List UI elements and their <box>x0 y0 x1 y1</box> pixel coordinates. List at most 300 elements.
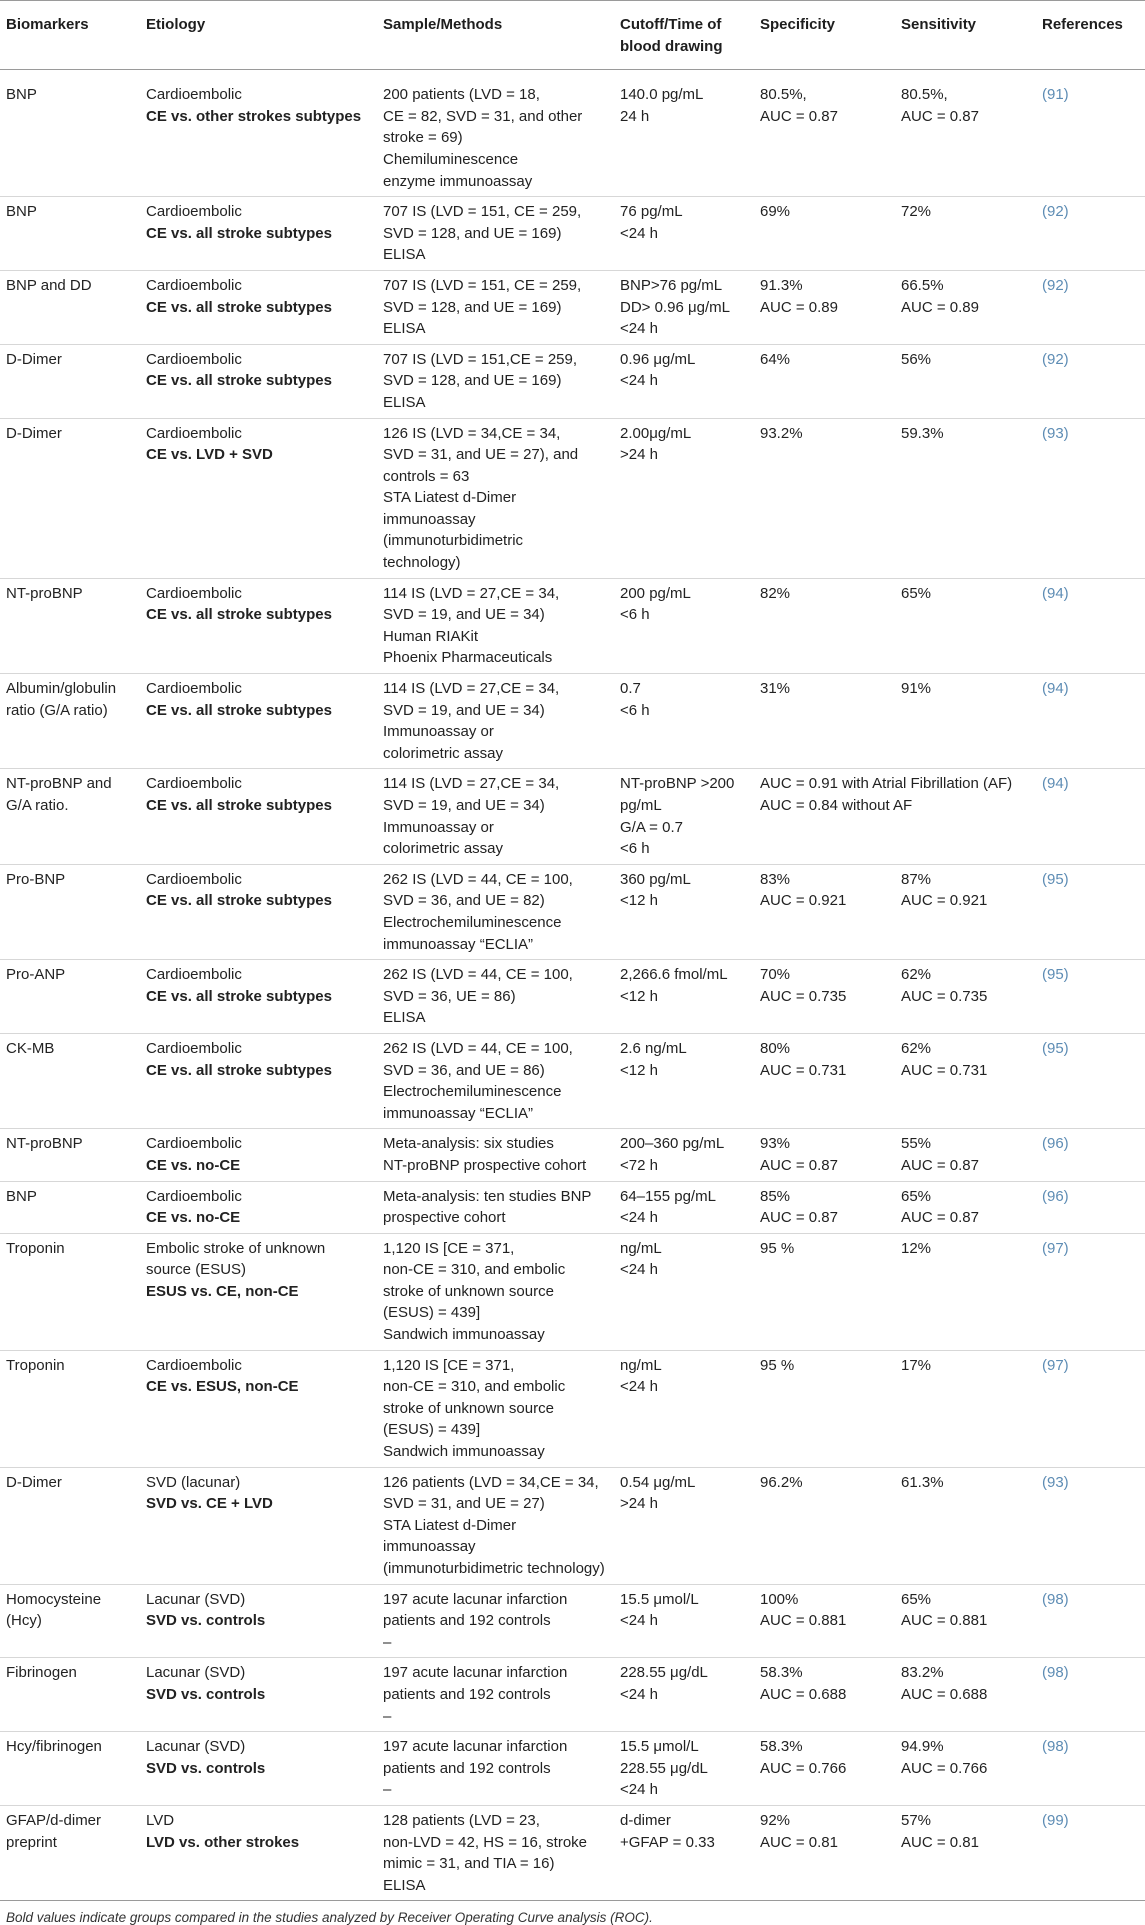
sensitivity-cell <box>895 1129 1036 1181</box>
cell-line: AUC = 0.89 <box>760 298 838 316</box>
cell-line: 80% <box>760 1039 791 1057</box>
etiology-cell <box>140 1467 377 1584</box>
cell-line: 62% <box>901 966 932 984</box>
comparison-group: CE vs. all stroke subtypes <box>146 224 332 242</box>
comparison-group: CE vs. all stroke subtypes <box>146 1061 332 1079</box>
cutoff-cell <box>614 1805 754 1900</box>
cell-line: STA Liatest d-Dimer <box>383 489 517 507</box>
cell-line: Cardioembolic <box>146 276 242 294</box>
cell-line: <6 h <box>620 606 650 624</box>
sample-methods-cell <box>377 418 614 578</box>
reference-cell <box>1036 1584 1145 1658</box>
cell-line: AUC = 0.89 <box>901 298 979 316</box>
cutoff-cell <box>614 578 754 673</box>
cell-line: preprint <box>6 1833 57 1851</box>
cell-line: <6 h <box>620 701 650 719</box>
cell-line: <72 h <box>620 1156 658 1174</box>
cell-line: 57% <box>901 1811 932 1829</box>
comparison-group: LVD vs. other strokes <box>146 1833 300 1851</box>
cell-line: 80.5%, <box>760 86 807 104</box>
cell-line: Fibrinogen <box>6 1664 77 1682</box>
biomarker-cell <box>0 1129 140 1181</box>
reference-link[interactable]: (98) <box>1042 1738 1069 1756</box>
cell-line: 91.3% <box>760 276 803 294</box>
sample-methods-cell <box>377 1467 614 1584</box>
cutoff-cell <box>614 769 754 864</box>
sample-methods-cell <box>377 1350 614 1467</box>
cell-line: Troponin <box>6 1239 65 1257</box>
cell-line: non-CE = 310, and embolic <box>383 1261 566 1279</box>
cell-line: 228.55 μg/dL <box>620 1664 708 1682</box>
cell-line: 55% <box>901 1135 932 1153</box>
table-row <box>0 418 1145 578</box>
reference-link[interactable]: (98) <box>1042 1664 1069 1682</box>
cell-line: 200 pg/mL <box>620 584 691 602</box>
sample-methods-cell <box>377 1233 614 1350</box>
cutoff-cell <box>614 197 754 271</box>
comparison-group: SVD vs. controls <box>146 1685 266 1703</box>
reference-link[interactable]: (94) <box>1042 775 1069 793</box>
cutoff-cell <box>614 1350 754 1467</box>
specificity-sensitivity-cell <box>754 769 1036 864</box>
cell-line: Cardioembolic <box>146 424 242 442</box>
specificity-cell <box>754 1033 895 1128</box>
cell-line: 128 patients (LVD = 23, <box>383 1811 540 1829</box>
table-row <box>0 197 1145 271</box>
reference-cell <box>1036 1467 1145 1584</box>
reference-link[interactable]: (99) <box>1042 1811 1069 1829</box>
cell-line: <12 h <box>620 892 658 910</box>
cell-line: BNP <box>6 1187 37 1205</box>
comparison-group: CE vs. all stroke subtypes <box>146 298 332 316</box>
etiology-cell <box>140 70 377 197</box>
cutoff-cell <box>614 960 754 1034</box>
cutoff-cell <box>614 70 754 197</box>
header-specificity: Specificity <box>754 1 895 70</box>
cell-line: ELISA <box>383 1009 426 1027</box>
cell-line: SVD = 19, and UE = 34) <box>383 701 545 719</box>
cell-line: AUC = 0.921 <box>901 892 988 910</box>
cell-line: AUC = 0.735 <box>760 987 847 1005</box>
header-references: References <box>1036 1 1145 70</box>
cell-line: 197 acute lacunar infarction <box>383 1590 568 1608</box>
table-row <box>0 960 1145 1034</box>
etiology-cell <box>140 1129 377 1181</box>
cell-line: CE = 82, SVD = 31, and other <box>383 107 583 125</box>
sample-methods-cell <box>377 769 614 864</box>
header-sample-methods: Sample/Methods <box>377 1 614 70</box>
specificity-cell <box>754 1658 895 1732</box>
sample-methods-cell <box>377 1181 614 1233</box>
specificity-cell <box>754 578 895 673</box>
sample-methods-cell <box>377 1805 614 1900</box>
reference-link[interactable]: (97) <box>1042 1356 1069 1374</box>
cell-line: ELISA <box>383 246 426 264</box>
table-row <box>0 1584 1145 1658</box>
cell-line: <24 h <box>620 320 658 338</box>
comparison-group: CE vs. all stroke subtypes <box>146 372 332 390</box>
reference-cell <box>1036 769 1145 864</box>
etiology-cell <box>140 270 377 344</box>
comparison-group: CE vs. all stroke subtypes <box>146 892 332 910</box>
reference-cell <box>1036 578 1145 673</box>
reference-link[interactable]: (95) <box>1042 1039 1069 1057</box>
cell-line: Pro-BNP <box>6 870 66 888</box>
cell-line: SVD = 36, and UE = 82) <box>383 892 545 910</box>
cell-line: D-Dimer <box>6 424 62 442</box>
cell-line: non-CE = 310, and embolic <box>383 1378 566 1396</box>
cell-line: 200 patients (LVD = 18, <box>383 86 540 104</box>
table-row <box>0 1350 1145 1467</box>
cutoff-cell <box>614 1033 754 1128</box>
biomarker-cell <box>0 70 140 197</box>
cell-line: 15.5 μmol/L <box>620 1590 699 1608</box>
cutoff-cell <box>614 1181 754 1233</box>
table-row <box>0 70 1145 197</box>
sample-methods-cell <box>377 578 614 673</box>
sensitivity-cell <box>895 864 1036 959</box>
header-sensitivity: Sensitivity <box>895 1 1036 70</box>
specificity-cell <box>754 270 895 344</box>
cell-line: colorimetric assay <box>383 840 504 858</box>
cell-line: AUC = 0.766 <box>760 1759 847 1777</box>
cell-line: GFAP/d-dimer <box>6 1811 102 1829</box>
biomarker-cell <box>0 1732 140 1806</box>
sensitivity-cell <box>895 1033 1036 1128</box>
cell-line: 76 pg/mL <box>620 203 683 221</box>
table-footnote: Bold values indicate groups compared in the studies analyzed by Receiver Operating Curve analysis (ROC). <box>6 1910 653 1925</box>
table-body <box>0 70 1145 1901</box>
table-row <box>0 674 1145 769</box>
cell-line: Immunoassay or <box>383 818 494 836</box>
comparison-group: SVD vs. controls <box>146 1612 266 1630</box>
reference-cell <box>1036 1181 1145 1233</box>
reference-cell <box>1036 197 1145 271</box>
cell-line: AUC = 0.87 <box>901 1209 979 1227</box>
specificity-cell <box>754 197 895 271</box>
etiology-cell <box>140 1732 377 1806</box>
reference-link[interactable]: (98) <box>1042 1590 1069 1608</box>
cell-line: Electrochemiluminescence <box>383 1083 562 1101</box>
specificity-cell <box>754 1129 895 1181</box>
cell-line: <24 h <box>620 372 658 390</box>
cell-line: 114 IS (LVD = 27,CE = 34, <box>383 584 560 602</box>
cell-line: Cardioembolic <box>146 680 242 698</box>
cell-line: 95 % <box>760 1356 795 1374</box>
table-row <box>0 1033 1145 1128</box>
header-biomarkers: Biomarkers <box>0 1 140 70</box>
specificity-cell <box>754 1350 895 1467</box>
biomarker-cell <box>0 1805 140 1900</box>
cell-line: SVD = 36, UE = 86) <box>383 987 516 1005</box>
cell-line: >24 h <box>620 1495 658 1513</box>
cell-line: technology) <box>383 554 461 572</box>
cell-line: Cardioembolic <box>146 350 242 368</box>
cell-line: Lacunar (SVD) <box>146 1664 246 1682</box>
sample-methods-cell <box>377 1584 614 1658</box>
biomarker-cell <box>0 674 140 769</box>
comparison-group: CE vs. all stroke subtypes <box>146 701 332 719</box>
sample-methods-cell <box>377 1033 614 1128</box>
reference-link[interactable]: (95) <box>1042 870 1069 888</box>
specificity-cell <box>754 1805 895 1900</box>
reference-link[interactable]: (96) <box>1042 1187 1069 1205</box>
reference-link[interactable]: (97) <box>1042 1239 1069 1257</box>
sensitivity-cell <box>895 1658 1036 1732</box>
cell-line: LVD <box>146 1811 175 1829</box>
cell-line: SVD = 31, and UE = 27), and <box>383 446 579 464</box>
sample-methods-cell <box>377 197 614 271</box>
cell-line: Embolic stroke of unknown <box>146 1239 326 1257</box>
cell-line: SVD = 19, and UE = 34) <box>383 797 545 814</box>
cell-line: – <box>383 1781 392 1799</box>
comparison-group: CE vs. LVD + SVD <box>146 446 273 464</box>
cell-line: 93% <box>760 1135 791 1153</box>
cutoff-cell <box>614 864 754 959</box>
cell-line: immunoassay <box>383 510 476 528</box>
reference-cell <box>1036 270 1145 344</box>
reference-link[interactable]: (95) <box>1042 966 1069 984</box>
cell-line: BNP>76 pg/mL <box>620 276 723 294</box>
cell-line: 95 % <box>760 1239 795 1257</box>
cell-line: Sandwich immunoassay <box>383 1443 545 1461</box>
sample-methods-cell <box>377 270 614 344</box>
cell-line: AUC = 0.881 <box>901 1612 988 1630</box>
biomarker-cell <box>0 960 140 1034</box>
specificity-cell <box>754 674 895 769</box>
cell-line: SVD = 36, and UE = 86) <box>383 1061 545 1079</box>
cell-line: ELISA <box>383 1876 426 1894</box>
cell-line: 114 IS (LVD = 27,CE = 34, <box>383 775 560 793</box>
cell-line: <24 h <box>620 1378 658 1396</box>
reference-link[interactable]: (93) <box>1042 424 1069 442</box>
sensitivity-cell <box>895 1467 1036 1584</box>
reference-link[interactable]: (94) <box>1042 584 1069 602</box>
etiology-cell <box>140 1584 377 1658</box>
etiology-cell <box>140 1033 377 1128</box>
sample-methods-cell <box>377 1732 614 1806</box>
cell-line: 24 h <box>620 107 650 125</box>
cell-line: non-LVD = 42, HS = 16, stroke <box>383 1833 588 1851</box>
cell-line: <24 h <box>620 224 658 242</box>
reference-cell <box>1036 1129 1145 1181</box>
cell-line: stroke of unknown source <box>383 1399 554 1417</box>
sensitivity-cell <box>895 197 1036 271</box>
biomarker-cell <box>0 1350 140 1467</box>
cell-line: 93.2% <box>760 424 803 442</box>
reference-link[interactable]: (96) <box>1042 1135 1069 1153</box>
etiology-cell <box>140 344 377 418</box>
etiology-cell <box>140 1181 377 1233</box>
biomarker-cell <box>0 1033 140 1128</box>
cell-line: – <box>383 1707 392 1725</box>
cell-line: – <box>383 1633 392 1651</box>
reference-cell <box>1036 1233 1145 1350</box>
biomarker-cell <box>0 1467 140 1584</box>
cell-line: CK-MB <box>6 1039 55 1057</box>
cell-line: NT-proBNP and <box>6 775 112 793</box>
cell-line: <24 h <box>620 1685 658 1703</box>
specificity-cell <box>754 418 895 578</box>
cell-line: Meta-analysis: ten studies BNP <box>383 1187 592 1205</box>
sensitivity-cell <box>895 1181 1036 1233</box>
cell-line: d-dimer <box>620 1811 671 1829</box>
cell-line: Phoenix Pharmaceuticals <box>383 649 553 667</box>
cell-line: 197 acute lacunar infarction <box>383 1738 568 1756</box>
etiology-cell <box>140 197 377 271</box>
cell-line: AUC = 0.731 <box>760 1061 847 1079</box>
specificity-cell <box>754 1467 895 1584</box>
cell-line: D-Dimer <box>6 1473 62 1491</box>
header-row <box>0 1 1145 70</box>
cell-line: BNP <box>6 86 37 104</box>
reference-link[interactable]: (92) <box>1042 203 1069 221</box>
reference-link[interactable]: (94) <box>1042 680 1069 698</box>
cell-line: >24 h <box>620 446 658 464</box>
biomarker-cell <box>0 864 140 959</box>
cutoff-cell <box>614 1129 754 1181</box>
reference-link[interactable]: (92) <box>1042 350 1069 368</box>
specificity-cell <box>754 1732 895 1806</box>
cell-line: SVD = 31, and UE = 27) <box>383 1495 545 1513</box>
reference-cell <box>1036 1658 1145 1732</box>
cell-line: Lacunar (SVD) <box>146 1590 246 1608</box>
cell-line: <6 h <box>620 840 650 858</box>
comparison-group: CE vs. other strokes subtypes <box>146 107 362 125</box>
cell-line: Cardioembolic <box>146 966 242 984</box>
sensitivity-cell <box>895 1732 1036 1806</box>
sensitivity-cell <box>895 418 1036 578</box>
cell-line: immunoassay <box>383 1538 476 1556</box>
cell-line: AUC = 0.87 <box>760 1156 838 1174</box>
table-row <box>0 1181 1145 1233</box>
cell-line: pg/mL <box>620 797 662 814</box>
etiology-cell <box>140 1805 377 1900</box>
cell-line: 707 IS (LVD = 151, CE = 259, <box>383 203 582 221</box>
cell-line: Lacunar (SVD) <box>146 1738 246 1756</box>
cell-line: 83% <box>760 870 791 888</box>
cell-line: patients and 192 controls <box>383 1759 551 1777</box>
cell-line: Pro-ANP <box>6 966 66 984</box>
table-row <box>0 344 1145 418</box>
cell-line: ng/mL <box>620 1239 662 1257</box>
table-row <box>0 270 1145 344</box>
cell-line: AUC = 0.87 <box>901 107 979 125</box>
cell-line: 82% <box>760 584 791 602</box>
header-cutoff-time: Cutoff/Time of blood drawing <box>614 1 754 70</box>
cell-line: DD> 0.96 μg/mL <box>620 298 730 316</box>
cutoff-cell <box>614 1658 754 1732</box>
etiology-cell <box>140 1233 377 1350</box>
cell-line: 58.3% <box>760 1738 803 1756</box>
cell-line: 94.9% <box>901 1738 944 1756</box>
cell-line: 126 IS (LVD = 34,CE = 34, <box>383 424 561 442</box>
sample-methods-cell <box>377 1658 614 1732</box>
cell-line: <24 h <box>620 1209 658 1227</box>
comparison-group: CE vs. no-CE <box>146 1209 241 1227</box>
cell-line: 1,120 IS [CE = 371, <box>383 1356 515 1374</box>
etiology-cell <box>140 864 377 959</box>
cell-line: (immunoturbidimetric technology) <box>383 1560 605 1577</box>
cell-line: 126 patients (LVD = 34,CE = 34, <box>383 1473 599 1491</box>
etiology-cell <box>140 418 377 578</box>
cell-line: SVD = 128, and UE = 169) <box>383 298 562 316</box>
cell-line: (Hcy) <box>6 1612 42 1630</box>
cell-line: D-Dimer <box>6 350 62 368</box>
cell-line: G/A ratio. <box>6 797 69 814</box>
cell-line: AUC = 0.81 <box>760 1833 838 1851</box>
sensitivity-cell <box>895 1805 1036 1900</box>
biomarker-cell <box>0 1181 140 1233</box>
sample-methods-cell <box>377 674 614 769</box>
cell-line: 1,120 IS [CE = 371, <box>383 1239 515 1257</box>
cell-line: AUC = 0.881 <box>760 1612 847 1630</box>
sensitivity-cell <box>895 270 1036 344</box>
cell-line: 200–360 pg/mL <box>620 1135 725 1153</box>
cutoff-cell <box>614 1584 754 1658</box>
table-row <box>0 1233 1145 1350</box>
comparison-group: CE vs. ESUS, non-CE <box>146 1378 299 1396</box>
cell-line: AUC = 0.84 without AF <box>760 797 913 814</box>
cell-line: NT-proBNP >200 <box>620 775 735 793</box>
cell-line: 2,266.6 fmol/mL <box>620 966 728 984</box>
table-row <box>0 864 1145 959</box>
reference-link[interactable]: (93) <box>1042 1473 1069 1491</box>
cell-line: Chemiluminescence <box>383 150 519 168</box>
biomarker-cell <box>0 418 140 578</box>
cell-line: AUC = 0.688 <box>901 1685 988 1703</box>
etiology-cell <box>140 674 377 769</box>
reference-link[interactable]: (91) <box>1042 86 1069 104</box>
cell-line: 262 IS (LVD = 44, CE = 100, <box>383 1039 573 1057</box>
cell-line: AUC = 0.921 <box>760 892 847 910</box>
comparison-group: ESUS vs. CE, non-CE <box>146 1282 299 1300</box>
cell-line: 96.2% <box>760 1473 803 1491</box>
specificity-cell <box>754 960 895 1034</box>
sensitivity-cell <box>895 674 1036 769</box>
cell-line: <12 h <box>620 1061 658 1079</box>
cell-line: ratio (G/A ratio) <box>6 701 108 719</box>
cell-line: <24 h <box>620 1781 658 1799</box>
reference-cell <box>1036 344 1145 418</box>
cell-line: AUC = 0.87 <box>760 1209 838 1227</box>
cell-line: STA Liatest d-Dimer <box>383 1516 517 1534</box>
cell-line: AUC = 0.688 <box>760 1685 847 1703</box>
sample-methods-cell <box>377 1129 614 1181</box>
cell-line: NT-proBNP prospective cohort <box>383 1156 587 1174</box>
biomarker-cell <box>0 769 140 864</box>
table-header <box>0 1 1145 70</box>
cell-line: Homocysteine <box>6 1590 102 1608</box>
reference-cell <box>1036 1033 1145 1128</box>
header-etiology: Etiology <box>140 1 377 70</box>
cell-line: AUC = 0.766 <box>901 1759 988 1777</box>
table-row <box>0 1732 1145 1806</box>
cell-line: 0.54 μg/mL <box>620 1473 696 1491</box>
reference-cell <box>1036 1732 1145 1806</box>
cell-line: Troponin <box>6 1356 65 1374</box>
specificity-cell <box>754 1584 895 1658</box>
reference-cell <box>1036 1805 1145 1900</box>
cell-line: 56% <box>901 350 932 368</box>
cell-line: Sandwich immunoassay <box>383 1326 545 1344</box>
cell-line: controls = 63 <box>383 467 470 485</box>
table-row <box>0 769 1145 864</box>
cell-line: 85% <box>760 1187 791 1205</box>
reference-link[interactable]: (92) <box>1042 276 1069 294</box>
cell-line: prospective cohort <box>383 1209 506 1227</box>
cell-line: patients and 192 controls <box>383 1685 551 1703</box>
